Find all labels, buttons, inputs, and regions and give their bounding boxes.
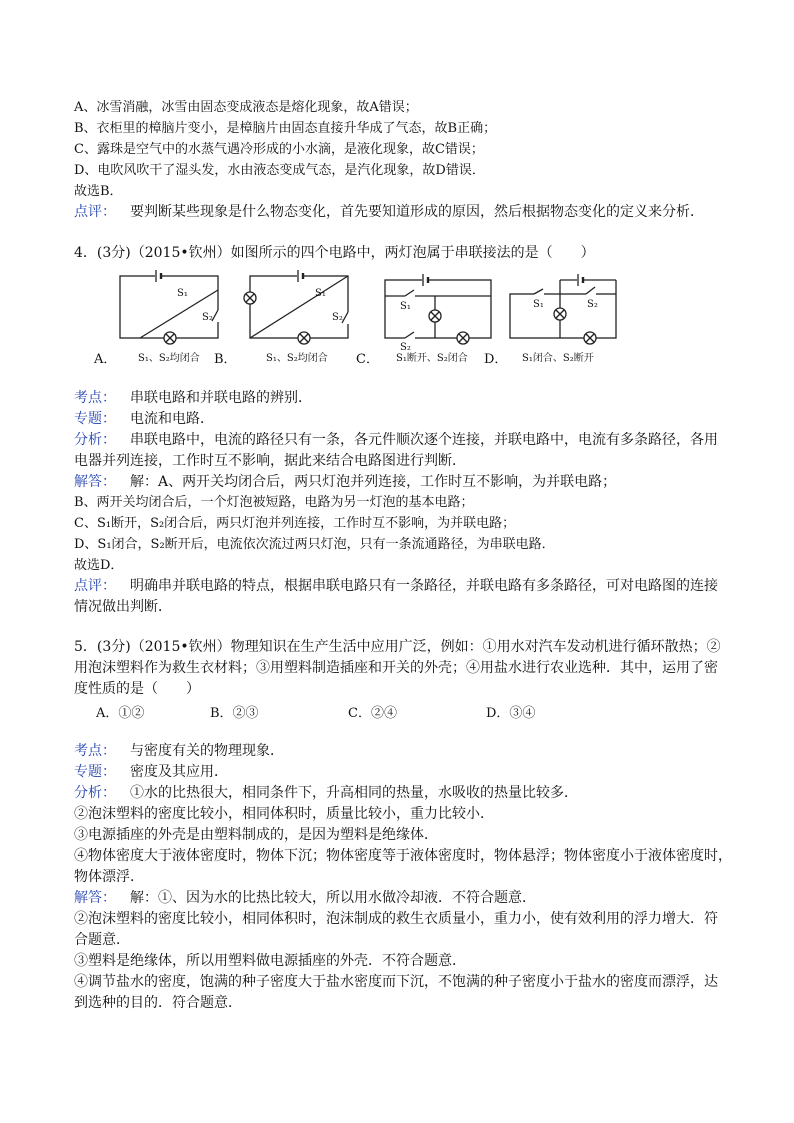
q5-fenxi <box>74 783 578 803</box>
circuit-c-s2-label: S₂ <box>400 342 411 353</box>
q5-jieda-text-5: ④调节盐水的密度，饱满的种子密度大于盐水密度而下沉，不饱满的种子密度小于盐水的密度而漂浮，达 <box>74 974 718 990</box>
q4-option-a-letter: A． <box>94 352 117 367</box>
q4-option-a-caption: S₁、S₂均闭合 <box>138 353 200 364</box>
comment-label: 点评： <box>74 204 116 220</box>
q5-stem-2: 用泡沫塑料作为救生衣材料；③用塑料制造插座和开关的外壳；④用盐水进行农业选种．其中，运用了密 <box>74 660 718 676</box>
q5-jieda-text-2: ②泡沫塑料的密度比较小，相同体积时，泡沫制成的救生衣质量小，重力小，使有效利用的浮力增大．符 <box>74 911 718 927</box>
q4-jieda-text-4: D、S₁闭合，S₂断开后，电流依次流过两只灯泡，只有一条流通路径，为串联电路． <box>74 537 555 552</box>
zhuanti-text: 密度及其应用． <box>130 764 228 780</box>
fenxi-text-1: 串联电路中，电流的路径只有一条，各元件顺次逐个连接，并联电路中，电流有多条路径，各用 <box>130 432 718 448</box>
q5-jieda-text-3: 合题意． <box>74 932 130 948</box>
q5-jieda <box>74 888 536 908</box>
fenxi-label: 分析： <box>74 785 116 801</box>
q4-option-b-caption: S₁、S₂均闭合 <box>266 353 328 364</box>
jieda-label: 解答： <box>74 890 116 906</box>
q5-fenxi-text-4: ④物体密度大于液体密度时，物体下沉；物体密度等于液体密度时，物体悬浮；物体密度小于液体密度时， <box>74 848 732 864</box>
zhuanti-label: 专题： <box>74 411 116 427</box>
circuit-a-s2-label: S₂ <box>202 312 213 323</box>
jieda-text-1: 解：A、两开关均闭合后，两只灯泡并列连接，工作时互不影响，为并联电路； <box>130 474 617 490</box>
q4-zhuanti <box>74 409 214 429</box>
q3-comment <box>74 202 704 222</box>
dianping-label: 点评： <box>74 578 116 594</box>
kaodian-label: 考点： <box>74 743 116 759</box>
circuit-d-s1-label: S₁ <box>533 299 544 310</box>
q4-kaodian <box>74 388 312 408</box>
q4-jieda-text-3: C、S₁断开，S₂闭合后，两只灯泡并列连接，工作时互不影响，为并联电路； <box>74 516 516 531</box>
kaodian-label: 考点： <box>74 390 116 406</box>
q4-jieda-text-2: B、两开关均闭合后，一个灯泡被短路，电路为另一灯泡的基本电路； <box>74 495 474 510</box>
q5-stem-1: 5．(3分)（2015•钦州）物理知识在生产生活中应用广泛，例如：①用水对汽车发动机进行循环散热；② <box>74 639 721 655</box>
circuit-d <box>510 274 616 344</box>
q4-option-c-letter: C． <box>356 352 379 367</box>
circuit-a <box>120 270 218 344</box>
q5-option-a: A．①② <box>96 706 145 721</box>
q4-stem: 4．(3分)（2015•钦州）如图所示的四个电路中，两灯泡属于串联接法的是（ ） <box>74 245 595 261</box>
kaodian-text: 串联电路和并联电路的辨别． <box>130 390 312 406</box>
circuit-b <box>244 270 348 344</box>
q3-answer: 故选B． <box>74 184 123 199</box>
q5-zhuanti <box>74 762 228 782</box>
q3-option-a-explanation: A、冰雪消融，冰雪由固态变成液态是熔化现象，故A错误； <box>74 100 418 115</box>
q4-option-d-letter: D． <box>484 352 508 367</box>
q5-jieda-text-6: 到选种的目的．符合题意． <box>74 995 242 1011</box>
q5-fenxi-text-2: ②泡沫塑料的密度比较小，相同体积时，质量比较小，重力比较小． <box>74 806 494 822</box>
q5-option-d: D．③④ <box>486 706 536 721</box>
q4-option-d-caption: S₁闭合、S₂断开 <box>522 353 594 364</box>
zhuanti-text: 电流和电路． <box>130 411 214 427</box>
dianping-text-1: 明确串并联电路的特点，根据串联电路只有一条路径，并联电路有多条路径，可对电路图的连接 <box>130 578 718 594</box>
kaodian-text: 与密度有关的物理现象． <box>130 743 284 759</box>
q5-stem-3: 度性质的是（ ） <box>74 681 200 697</box>
zhuanti-label: 专题： <box>74 764 116 780</box>
q5-option-b: B．②③ <box>210 706 259 721</box>
q4-answer: 故选D． <box>74 558 124 573</box>
q5-option-c: C．②④ <box>348 706 397 721</box>
circuit-d-s2-label: S₂ <box>587 299 598 310</box>
q4-fenxi-text-2: 电器并列连接，工作时互不影响，据此来结合电路图进行判断． <box>74 453 466 469</box>
q4-dianping <box>74 576 718 596</box>
q5-fenxi-text-3: ③电源插座的外壳是由塑料制成的，是因为塑料是绝缘体． <box>74 827 438 843</box>
jieda-label: 解答： <box>74 474 116 490</box>
q4-circuit-figure <box>90 268 630 368</box>
fenxi-label: 分析： <box>74 432 116 448</box>
circuit-a-s1-label: S₁ <box>177 288 188 299</box>
q3-option-b-explanation: B、衣柜里的樟脑片变小，是樟脑片由固态直接升华成了气态，故B正确； <box>74 121 497 136</box>
q4-option-b-letter: B． <box>214 352 237 367</box>
q4-fenxi <box>74 430 718 450</box>
q5-fenxi-text-5: 物体漂浮． <box>74 869 144 885</box>
q5-kaodian <box>74 741 284 761</box>
circuit-b-s1-label: S₁ <box>315 288 326 299</box>
q4-option-c-caption: S₁断开、S₂闭合 <box>396 353 468 364</box>
jieda-text-1: 解：①、因为水的比热比较大，所以用水做冷却液．不符合题意． <box>130 890 536 906</box>
circuit-b-s2-label: S₂ <box>332 312 343 323</box>
comment-text: 要判断某些现象是什么物态变化，首先要知道形成的原因，然后根据物态变化的定义来分析． <box>130 204 704 220</box>
q4-dianping-text-2: 情况做出判断． <box>74 599 172 615</box>
fenxi-text-1: ①水的比热很大，相同条件下，升高相同的热量，水吸收的热量比较多． <box>130 785 578 801</box>
q3-option-d-explanation: D、电吹风吹干了湿头发，水由液态变成气态，是汽化现象，故D错误． <box>74 163 485 178</box>
q4-jieda <box>74 472 616 492</box>
circuit-c-s1-label: S₁ <box>400 301 411 312</box>
q3-option-c-explanation: C、露珠是空气中的水蒸气遇冷形成的小水滴，是液化现象，故C错误； <box>74 142 484 157</box>
q5-jieda-text-4: ③塑料是绝缘体，所以用塑料做电源插座的外壳．不符合题意． <box>74 953 466 969</box>
